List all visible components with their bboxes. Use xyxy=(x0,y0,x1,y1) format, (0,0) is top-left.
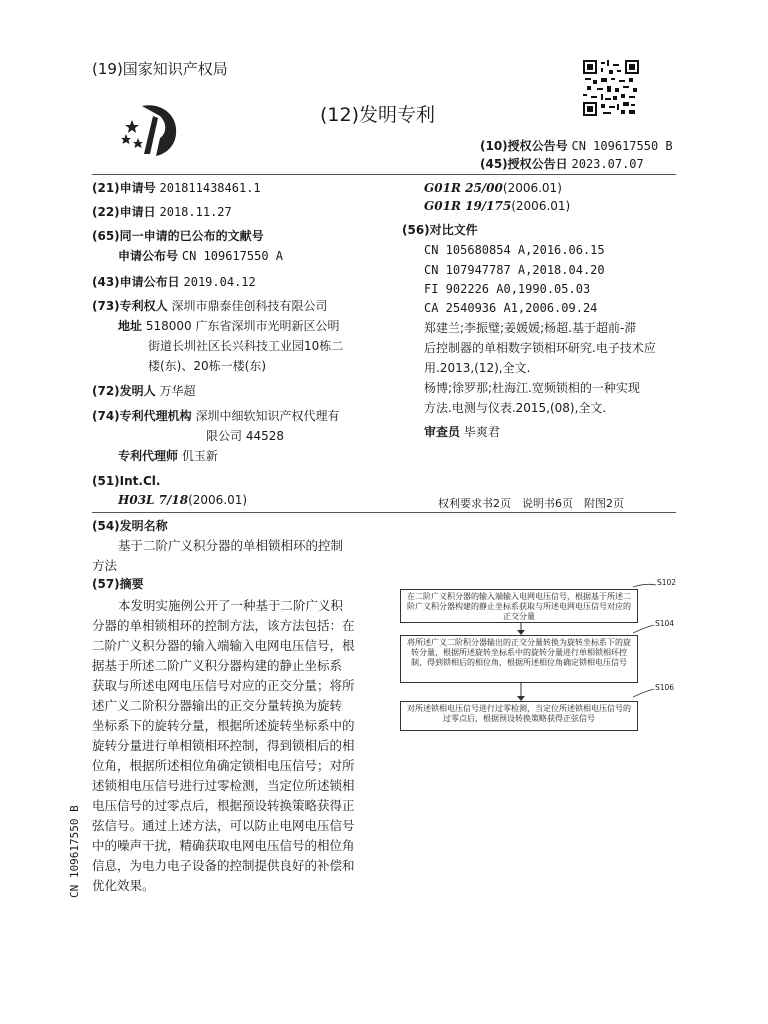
grant-number: (10)授权公告号 CN 109617550 B xyxy=(480,139,673,153)
abstract-line: 二阶广义积分器的输入端输入电网电压信号，根 xyxy=(92,638,355,653)
intcl-3: G01R 19/175(2006.01) xyxy=(424,199,571,213)
abstract-line: 电压信号的过零点后，根据预设转换策略获得正 xyxy=(92,798,355,813)
intcl-2: G01R 25/00(2006.01) xyxy=(424,181,562,195)
cnipa-logo xyxy=(120,98,190,162)
abstract-line: 获取与所述电网电压信号对应的正交分量；将所 xyxy=(92,678,355,693)
intcl-1: H03L 7/18(2006.01) xyxy=(118,493,248,507)
abstract-line: 中的噪声干扰，精确获取电网电压信号的相位角 xyxy=(92,838,355,853)
patentee: (73)专利权人 深圳市鼎泰佳创科技有限公司 xyxy=(92,299,328,313)
agency-line-1: (74)专利代理机构 深圳中细软知识产权代理有 xyxy=(92,409,340,423)
ref-5-line-3: 用.2013,(12),全文. xyxy=(424,361,531,375)
ref-4: CA 2540936 A1,2006.09.24 xyxy=(424,301,598,315)
pub-number: 申请公布号 CN 109617550 A xyxy=(118,249,283,263)
abstract-line: 优化效果。 xyxy=(92,878,155,893)
side-publication-number: CN 109617550 B xyxy=(68,805,81,898)
ref-3: FI 902226 A0,1990.05.03 xyxy=(424,282,591,296)
header-divider xyxy=(92,174,676,175)
section-divider xyxy=(92,512,676,513)
step-label-s102: S102 xyxy=(657,578,677,587)
intcl-heading: (51)Int.Cl. xyxy=(92,474,161,488)
abstract-line: 弦信号。通过上述方法，可以防止电网电压信号 xyxy=(92,818,355,833)
address-line-3: 楼(东)、20栋一楼(东) xyxy=(148,359,266,373)
step-box-s102: 在二阶广义积分器的输入端输入电网电压信号，根据基于所述二阶广义积分器构建的静止坐标系获取与所述电网电压信号对应的正交分量 xyxy=(400,589,638,623)
qr-code-icon xyxy=(583,60,639,116)
same-app-heading: (65)同一申请的已公布的文献号 xyxy=(92,229,264,243)
pub-date: (43)申请公布日 2019.04.12 xyxy=(92,275,256,289)
ref-1: CN 105680854 A,2016.06.15 xyxy=(424,243,605,257)
step-label-s104: S104 xyxy=(655,619,675,628)
abstract-body xyxy=(92,596,382,896)
inventor: (72)发明人 万华超 xyxy=(92,384,196,398)
ref-6-line-1: 杨博;徐罗那;杜海江.宽频锁相的一种实现 xyxy=(424,381,640,395)
cnipa-logo-icon xyxy=(120,98,190,162)
abstract-line: 位角，根据所述相位角确定锁相电压信号；对所 xyxy=(92,758,355,773)
abstract-line: 本发明实施例公开了一种基于二阶广义积 xyxy=(118,598,344,613)
abstract-line: 信息，为电力电子设备的控制提供良好的补偿和 xyxy=(92,858,355,873)
agent: 专利代理师 仉玉新 xyxy=(118,449,218,463)
abstract-line: 分器的单相锁相环的控制方法，该方法包括：在 xyxy=(92,618,355,633)
page-count: 权利要求书2页 说明书6页 附图2页 xyxy=(438,497,624,510)
address-line-2: 街道长圳社区长兴科技工业园10栋二 xyxy=(148,339,344,353)
abstract-heading: (57)摘要 xyxy=(92,577,144,591)
address-line-1: 地址 518000 广东省深圳市光明新区公明 xyxy=(118,319,340,333)
app-number: (21)申请号 201811438461.1 xyxy=(92,181,261,195)
ref-6-line-2: 方法.电测与仪表.2015,(08),全文. xyxy=(424,401,607,415)
step-box-s104: 将所述广义二阶积分器输出的正交分量转换为旋转坐标系下的旋转分量，根据所述旋转坐标系中的旋转分量进行单相锁相环控制，得到锁相后的相位角，根据所述相位角确定锁相电压信号 xyxy=(400,635,638,683)
flowchart xyxy=(398,575,688,755)
step-label-s106: S106 xyxy=(655,683,675,692)
s106-leader xyxy=(633,689,654,697)
doc-type-title: (12)发明专利 xyxy=(320,104,436,126)
abstract-line: 旋转分量进行单相锁相环控制，得到锁相后的相 xyxy=(92,738,355,753)
invention-title-line-1: 基于二阶广义积分器的单相锁相环的控制 xyxy=(118,538,344,553)
ref-5-line-2: 后控制器的单相数字锁相环研究.电子技术应 xyxy=(424,341,656,355)
invention-title-heading: (54)发明名称 xyxy=(92,519,168,533)
abstract-line: 述锁相电压信号进行过零检测，当定位所述锁相 xyxy=(92,778,355,793)
examiner: 审查员 毕爽君 xyxy=(424,425,500,439)
abstract-line: 坐标系下的旋转分量，根据所述旋转坐标系中的 xyxy=(92,718,355,733)
refs-heading: (56)对比文件 xyxy=(402,223,478,237)
abstract-line: 据基于所述二阶广义积分器构建的静止坐标系 xyxy=(92,658,343,673)
app-date: (22)申请日 2018.11.27 xyxy=(92,205,232,219)
grant-date: (45)授权公告日 2023.07.07 xyxy=(480,157,644,171)
ref-2: CN 107947787 A,2018.04.20 xyxy=(424,263,605,277)
step-box-s106: 对所述锁相电压信号进行过零检测，当定位所述锁相电压信号的过零点后，根据预设转换策略获得正弦信号 xyxy=(400,701,638,731)
s102-leader xyxy=(633,584,656,587)
abstract-line: 述广义二阶积分器输出的正交分量转换为旋转 xyxy=(92,698,343,713)
office-name: (19)国家知识产权局 xyxy=(92,60,228,78)
invention-title-line-2: 方法 xyxy=(92,558,118,573)
ref-5-line-1: 郑建兰;李振璧;姜媛媛;杨超.基于超前-滞 xyxy=(424,321,637,335)
agency-line-2: 限公司 44528 xyxy=(206,429,284,443)
s104-leader xyxy=(633,625,654,633)
qr-code xyxy=(583,60,639,116)
